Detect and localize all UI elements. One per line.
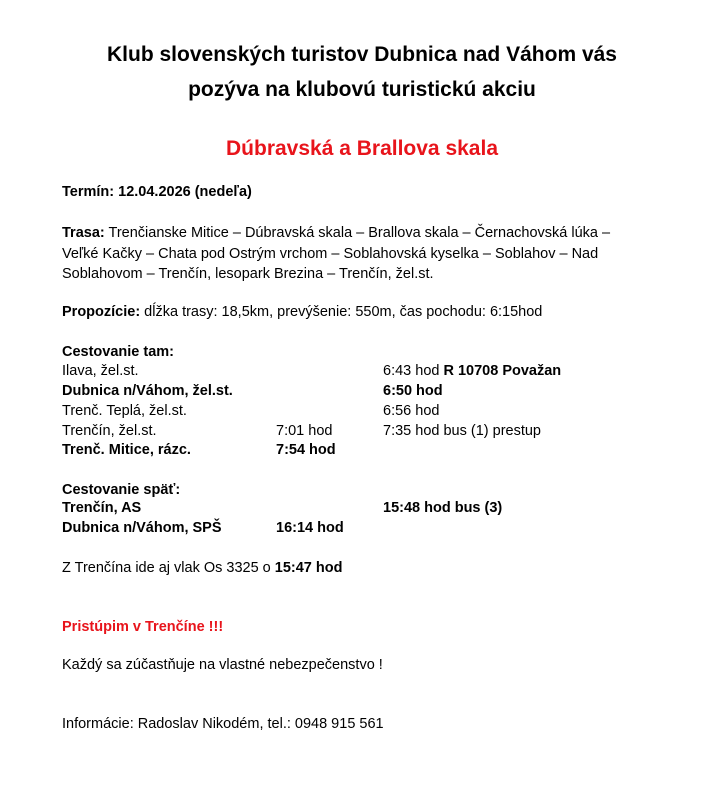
join-note: Pristúpim v Trenčíne !!! <box>62 619 224 635</box>
event-title: Dúbravská a Brallova skala <box>226 137 498 160</box>
term-label: Termín: 12.04.2026 (nedeľa) <box>62 184 252 200</box>
back-row-0-time: 15:48 hod bus (3) <box>383 500 503 516</box>
there-row-2-place: Trenč. Teplá, žel.st. <box>62 403 187 419</box>
there-row-1-place: Dubnica n/Váhom, žel.st. <box>62 383 233 399</box>
props-paragraph <box>62 302 647 323</box>
back-row-0-place: Trenčín, AS <box>62 500 142 516</box>
there-row-4-place: Trenč. Mitice, rázc. <box>62 442 191 458</box>
there-row-3-place: Trenčín, žel.st. <box>62 423 157 439</box>
route-paragraph <box>62 223 647 285</box>
props-label: Propozície: <box>62 304 141 320</box>
there-row-0-time: 6:43 hod R 10708 Považan <box>383 363 562 379</box>
back-row-1-place: Dubnica n/Váhom, SPŠ <box>62 520 222 536</box>
there-row-2-time: 6:56 hod <box>383 403 440 419</box>
there-row-1-time: 6:50 hod <box>383 383 443 399</box>
header-line-2: pozýva na klubovú turistickú akciu <box>188 78 536 101</box>
train-note-time: 15:47 hod <box>274 560 343 576</box>
there-row-0-place: Ilava, žel.st. <box>62 363 139 379</box>
route-text: Trenčianske Mitice – Dúbravská skala – Brallova skala – Černachovská lúka – Veľké Kačky – Chata pod Ostrým vrchom – Soblahovská kyselka – Soblahov – Nad Soblahovom – Trenčín, lesopark Brezina – Trenčín, žel.st. <box>62 225 611 282</box>
back-row-1-mid: 16:14 hod <box>276 520 344 536</box>
there-row-3-mid: 7:01 hod <box>276 423 333 439</box>
route-label: Trasa: <box>62 225 105 241</box>
there-row-0-train: R 10708 Považan <box>443 363 562 379</box>
contact-info: Informácie: Radoslav Nikodém, tel.: 0948 915 561 <box>62 716 384 732</box>
risk-note: Každý sa zúčastňuje na vlastné nebezpečenstvo ! <box>62 657 383 673</box>
props-text: dĺžka trasy: 18,5km, prevýšenie: 550m, čas pochodu: 6:15hod <box>140 304 543 320</box>
header-line-1: Klub slovenských turistov Dubnica nad Váhom vás <box>107 43 617 66</box>
there-row-4-mid: 7:54 hod <box>276 442 336 458</box>
travel-there-heading: Cestovanie tam: <box>62 344 175 360</box>
train-note: Z Trenčína ide aj vlak Os 3325 o 15:47 hod <box>62 560 343 576</box>
travel-back-heading: Cestovanie späť: <box>62 482 181 498</box>
there-row-3-time: 7:35 hod bus (1) prestup <box>383 423 541 439</box>
